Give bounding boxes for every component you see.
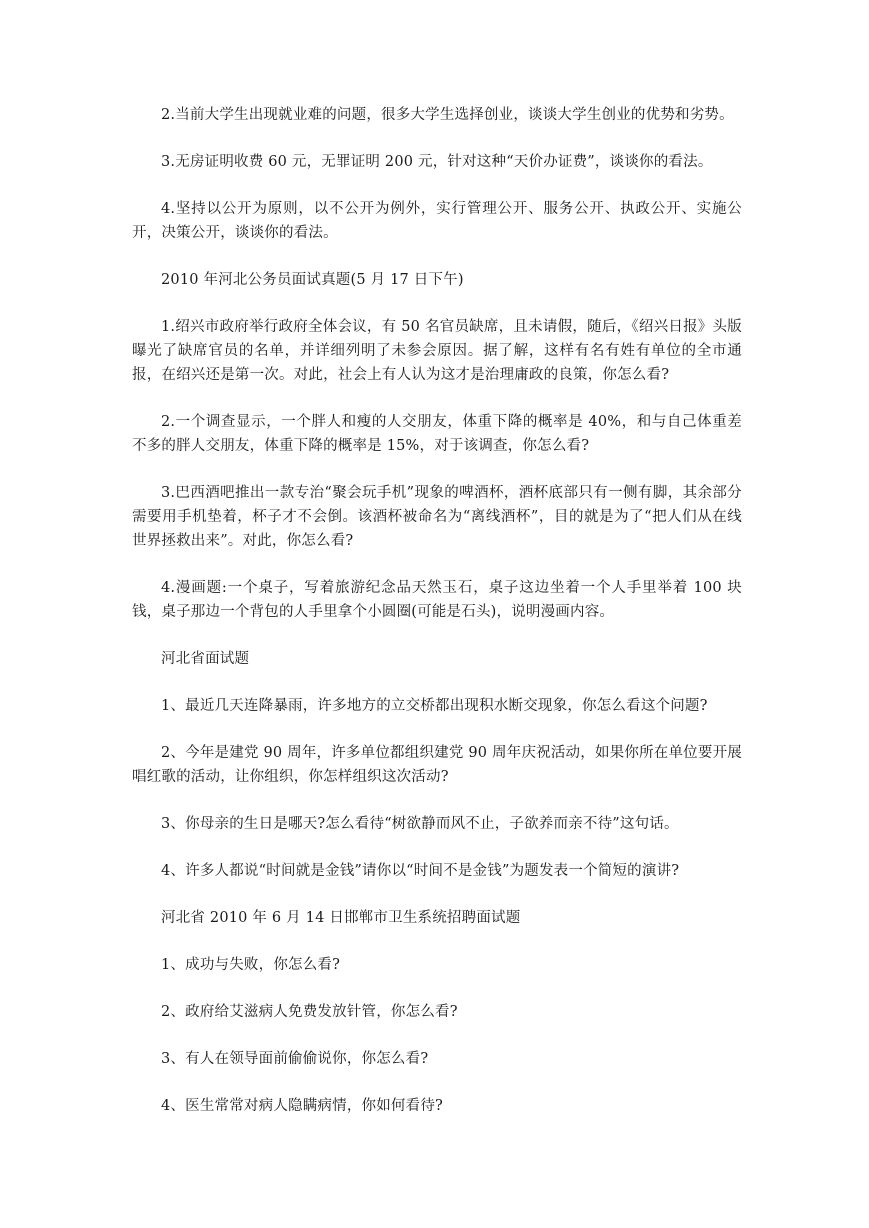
paragraph-handan-q1: 1、成功与失败，你怎么看? [161,957,341,973]
paragraph-q4-openness: 4.坚持以公开为原则，以不公开为例外，实行管理公开、服务公开、执政公开、实施公开，决策公开，谈谈你的看法。 [132,201,742,241]
paragraph-q2-weight-survey: 2.一个调查显示，一个胖人和瘦的人交朋友，体重下降的概率是 40%，和与自己体重差不多的胖人交朋友，体重下降的概率是 15%，对于该调查，你怎么看? [132,414,742,454]
paragraph-hebei-q3: 3、你母亲的生日是哪天?怎么看待“树欲静而风不止，子欲养而亲不待”这句话。 [161,816,679,832]
paragraph-handan-q4: 4、医生常常对病人隐瞒病情，你如何看待? [161,1098,443,1114]
paragraph-q2-entrepreneurship: 2.当前大学生出现就业难的问题，很多大学生选择创业，谈谈大学生创业的优势和劣势。 [161,107,734,123]
paragraph-q3-offline-glass: 3.巴西酒吧推出一款专治“聚会玩手机”现象的啤酒杯，酒杯底部只有一侧有脚，其余部分需要用手机垫着，杯子才不会倒。该酒杯被命名为“离线酒杯”，目的就是为了“把人们从在线世界拯救出来”。对此，你怎么看? [132,485,742,549]
paragraph-q4-cartoon: 4.漫画题:一个桌子，写着旅游纪念品天然玉石，桌子这边坐着一个人手里举着 100 块钱，桌子那边一个背包的人手里拿个小圆圈(可能是石头)，说明漫画内容。 [132,580,742,620]
document-page [132,103,742,1141]
paragraph-q1-shaoxing: 1.绍兴市政府举行政府全体会议，有 50 名官员缺席，且未请假，随后，《绍兴日报》头版曝光了缺席官员的名单，并详细列明了未参会原因。据了解，这样有名有姓有单位的全市通报，在绍兴还是第一次。对此，社会上有人认为这才是治理庸政的良策，你怎么看? [132,319,742,383]
paragraph-hebei-q1: 1、最近几天连降暴雨，许多地方的立交桥都出现积水断交现象，你怎么看这个问题? [161,698,708,714]
paragraph-q3-certificate-fees: 3.无房证明收费 60 元，无罪证明 200 元，针对这种“天价办证费”，谈谈你的看法。 [161,154,713,170]
paragraph-hebei-q4: 4、许多人都说“时间就是金钱”请你以“时间不是金钱”为题发表一个简短的演讲? [161,863,680,879]
paragraph-hebei-q2: 2、今年是建党 90 周年，许多单位都组织建党 90 周年庆祝活动，如果你所在单位要开展唱红歌的活动，让你组织，你怎样组织这次活动? [132,745,742,785]
paragraph-handan-q3: 3、有人在领导面前偷偷说你，你怎么看? [161,1051,429,1067]
section-heading-handan-2010: 河北省 2010 年 6 月 14 日邯郸市卫生系统招聘面试题 [161,910,521,926]
section-heading-hebei-interview: 河北省面试题 [161,651,250,667]
section-heading-hebei-2010-may17: 2010 年河北公务员面试真题(5 月 17 日下午) [161,272,464,288]
paragraph-handan-q2: 2、政府给艾滋病人免费发放针管，你怎么看? [161,1004,458,1020]
